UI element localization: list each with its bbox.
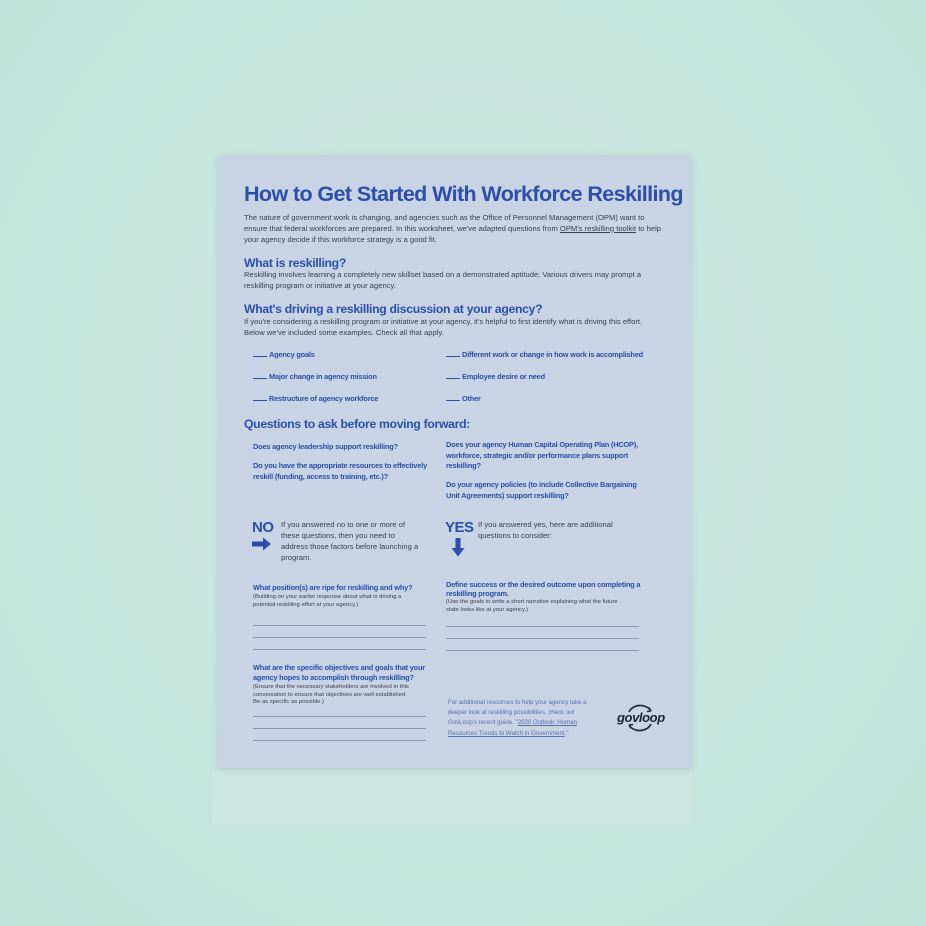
yes-label: YES [445,519,474,536]
question-leadership: Does agency leadership support reskilling? [253,442,398,451]
paper-shadow [212,770,692,824]
section-heading-questions: Questions to ask before moving forward: [244,417,470,431]
checkbox-option-restructure[interactable] [253,394,378,403]
driving-paragraph: If you're considering a reskilling program or initiative at your agency, it's helpful to first identify what is driving this effort. Below we've included some examples. Check all that apply. [244,317,643,337]
intro-text: The nature of government work is changing, and agencies such as the Office of Personnel Management (OPM) want to ensure that federal workforces are prepared. In this worksheet, we've adapted questions from [244,213,645,233]
answer-line[interactable] [446,626,639,627]
answer-line[interactable] [446,650,639,651]
footer-text: For additional resources to help your agency take a deeper look at reskilling possibilities, check out GovLoop's recent guide, " [448,699,587,727]
checkbox-option-employee-desire[interactable] [446,372,545,381]
answer-line[interactable] [253,716,426,717]
option-label: Agency goals [269,350,315,359]
answer-line[interactable] [253,637,426,638]
outlook-guide-link[interactable]: 2020 Outlook: Human Resources Trends to Watch in Government [448,719,578,737]
section-heading-driving: What's driving a reskilling discussion at your agency? [244,302,543,316]
arrow-right-icon [252,537,272,551]
yes-explanation: If you answered yes, here are additional questions to consider: [478,520,613,540]
logo-wordmark: govloop [617,710,665,725]
prompt-objectives-note: (Ensure that the necessary stakeholders are involved in this conversation to ensure that objectives are well established. Be as specific as possible.) [253,684,409,706]
option-label: Employee desire or need [462,372,545,381]
arrow-down-icon [451,538,465,557]
question-resources: Do you have the appropriate resources to effectively reskill (funding, access to training, etc.)? [253,461,428,481]
worksheet-page [218,155,691,768]
option-label: Major change in agency mission [269,372,377,381]
intro-text-end: to help your agency decide if this workforce strategy is a good fit. [244,223,661,244]
question-policies: Do your agency policies (to include Collective Bargaining Unit Agreements) support reskilling? [446,480,637,500]
prompt-success-note: (Use the goals to write a short narrative explaining what the future state looks like at your agency.) [446,599,618,613]
option-label: Other [462,394,481,403]
intro-paragraph [244,213,664,245]
answer-line[interactable] [253,728,426,729]
checkbox-option-agency-goals[interactable] [253,350,315,359]
answer-line[interactable] [253,625,426,626]
prompt-positions-question: What position(s) are ripe for reskilling and why? [253,583,413,592]
checkbox-option-other[interactable] [446,394,481,403]
answer-line[interactable] [446,638,639,639]
govloop-logo [617,703,663,733]
answer-line[interactable] [253,740,426,741]
footer-text-end: ." [564,729,569,737]
option-label: Restructure of agency workforce [269,394,379,403]
prompt-objectives-question: What are the specific objectives and goals that your agency hopes to accomplish through reskilling? [253,663,425,682]
footer-resources [448,698,603,739]
page-title: How to Get Started With Workforce Reskilling [244,182,683,206]
what-paragraph: Reskilling involves learning a completely new skillset based on a demonstrated aptitude. Various drivers may prompt a reskilling program or initiative at your agency. [244,270,642,290]
checkbox-option-mission-change[interactable] [253,372,377,381]
section-heading-what: What is reskilling? [244,256,346,270]
no-explanation: If you answered no to one or more of these questions, then you need to address those factors before launching a program. [281,520,419,562]
prompt-success-question: Define success or the desired outcome upon completing a reskilling program. [446,580,641,598]
answer-line[interactable] [253,649,426,650]
prompt-positions-note: (Building on your earlier response about what is driving a potential reskilling effort at your agency.) [253,594,402,608]
no-label: NO [252,519,274,536]
question-hcop: Does your agency Human Capital Operating Plan (HCOP), workforce, strategic and/or performance plans support reskilling? [446,440,638,471]
opm-toolkit-link[interactable]: OPM's reskilling toolkit [559,223,637,233]
option-label: Different work or change in how work is accomplished [462,350,643,359]
checkbox-option-different-work[interactable] [446,350,643,359]
